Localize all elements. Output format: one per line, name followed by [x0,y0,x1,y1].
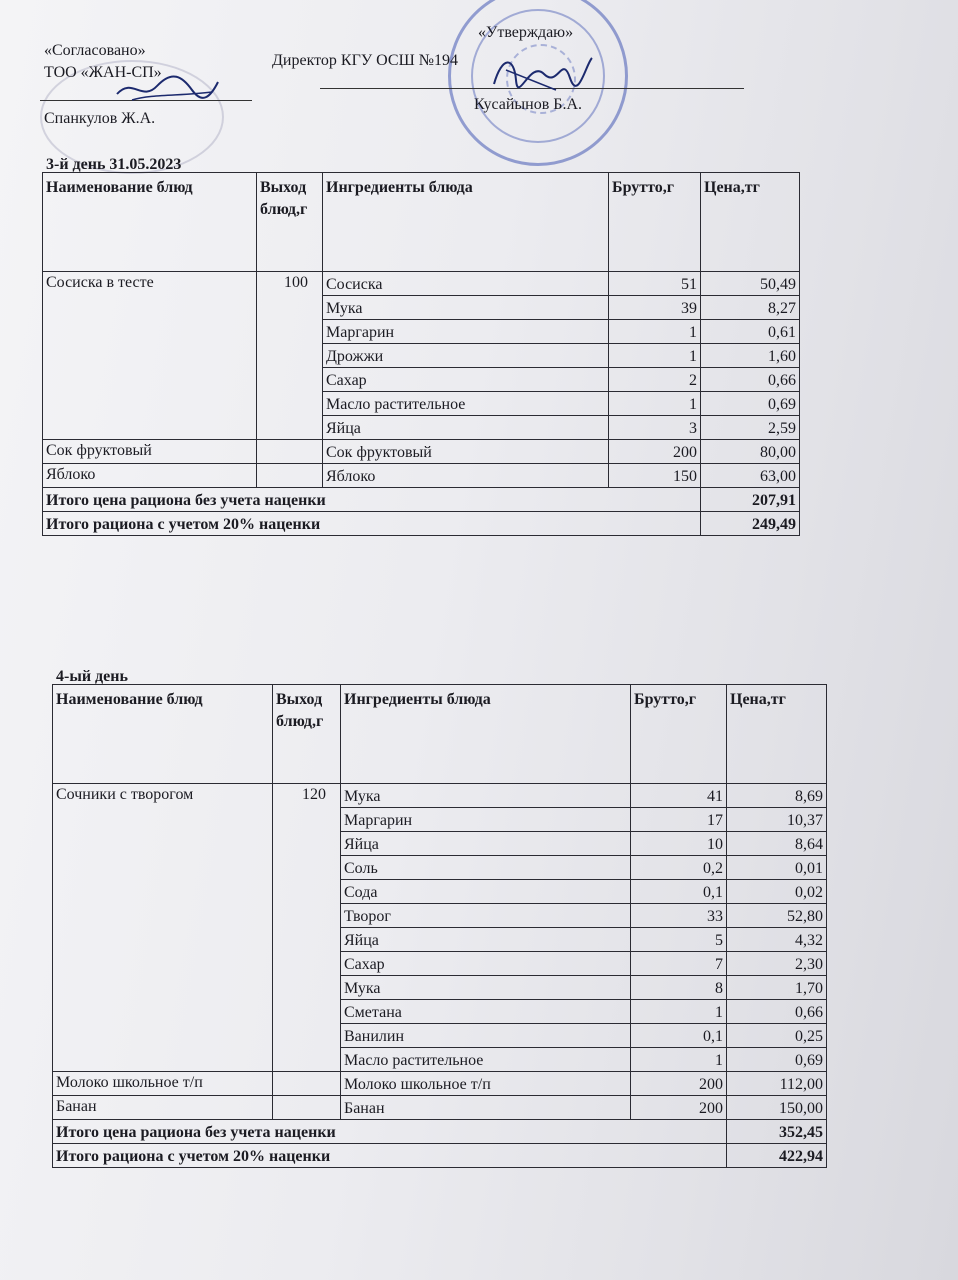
yield-cell [273,1072,341,1096]
yield-cell: 120 [273,784,341,1072]
dish-name-cell: Яблоко [43,464,257,488]
day4-menu-table [52,684,827,1168]
signature-right [486,50,596,96]
total-row-value: 207,91 [701,488,800,512]
markup-total-row [53,1144,827,1168]
col-yield-header: Выход блюд,г [273,685,341,784]
table-row [43,440,800,464]
gross-cell: 1 [631,1048,727,1072]
gross-cell: 0,2 [631,856,727,880]
price-cell: 0,61 [701,320,800,344]
table-row [53,1072,827,1096]
table-row [53,784,827,808]
director-title: Директор КГУ ОСШ №194 [272,52,458,69]
gross-cell: 0,1 [631,1024,727,1048]
gross-cell: 200 [631,1096,727,1120]
director-signer: Кусайынов Б.А. [474,96,583,113]
price-cell: 4,32 [727,928,827,952]
gross-cell: 1 [631,1000,727,1024]
ingredient-cell: Дрожжи [323,344,609,368]
price-cell: 0,02 [727,880,827,904]
gross-cell: 0,1 [631,880,727,904]
price-cell: 1,70 [727,976,827,1000]
col-price-header: Цена,тг [727,685,827,784]
gross-cell: 200 [631,1072,727,1096]
ingredient-cell: Мука [341,976,631,1000]
gross-cell: 39 [609,296,701,320]
price-cell: 8,69 [727,784,827,808]
table-row [43,464,800,488]
gross-cell: 1 [609,344,701,368]
price-cell: 0,25 [727,1024,827,1048]
col-price-header: Цена,тг [701,173,800,272]
price-cell: 50,49 [701,272,800,296]
price-cell: 0,01 [727,856,827,880]
price-cell: 80,00 [701,440,800,464]
markup-total-row-value: 249,49 [701,512,800,536]
price-cell: 8,27 [701,296,800,320]
gross-cell: 8 [631,976,727,1000]
col-dish-header: Наименование блюд [43,173,257,272]
price-cell: 0,66 [727,1000,827,1024]
gross-cell: 3 [609,416,701,440]
yield-cell [257,464,323,488]
dish-name-cell: Сочники с творогом [53,784,273,1072]
total-row-label: Итого цена рациона без учета наценки [53,1120,727,1144]
yield-cell: 100 [257,272,323,440]
ingredient-cell: Ванилин [341,1024,631,1048]
ingredient-cell: Сметана [341,1000,631,1024]
total-row-label: Итого цена рациона без учета наценки [43,488,701,512]
table-header-row [43,173,800,272]
ingredient-cell: Яблоко [323,464,609,488]
dish-name-cell: Сосиска в тесте [43,272,257,440]
ingredient-cell: Молоко школьное т/п [341,1072,631,1096]
col-gross-header: Брутто,г [631,685,727,784]
ingredient-cell: Мука [341,784,631,808]
day3-title: 3-й день 31.05.2023 [46,156,182,173]
total-row-value: 352,45 [727,1120,827,1144]
markup-total-row-label: Итого рациона с учетом 20% наценки [43,512,701,536]
gross-cell: 17 [631,808,727,832]
day4-title: 4-ый день [56,668,128,685]
ingredient-cell: Яйца [341,928,631,952]
ingredient-cell: Сок фруктовый [323,440,609,464]
gross-cell: 10 [631,832,727,856]
table-row [43,272,800,296]
dish-name-cell: Сок фруктовый [43,440,257,464]
dish-name-cell: Банан [53,1096,273,1120]
total-row [53,1120,827,1144]
ingredient-cell: Яйца [341,832,631,856]
agreed-signer: Спанкулов Ж.А. [44,110,156,127]
gross-cell: 1 [609,320,701,344]
price-cell: 0,66 [701,368,800,392]
ingredient-cell: Творог [341,904,631,928]
gross-cell: 150 [609,464,701,488]
ingredient-cell: Сосиска [323,272,609,296]
col-ingredients-header: Ингредиенты блюда [323,173,609,272]
markup-total-row-label: Итого рациона с учетом 20% наценки [53,1144,727,1168]
col-dish-header: Наименование блюд [53,685,273,784]
gross-cell: 2 [609,368,701,392]
price-cell: 0,69 [727,1048,827,1072]
ingredient-cell: Мука [323,296,609,320]
gross-cell: 7 [631,952,727,976]
price-cell: 0,69 [701,392,800,416]
company-name: ТОО «ЖАН-СП» [44,64,162,81]
gross-cell: 1 [609,392,701,416]
price-cell: 52,80 [727,904,827,928]
ingredient-cell: Маргарин [323,320,609,344]
agreed-label: «Согласовано» [44,42,146,59]
approve-label: «Утверждаю» [478,24,574,41]
price-cell: 2,59 [701,416,800,440]
markup-total-row [43,512,800,536]
gross-cell: 41 [631,784,727,808]
price-cell: 10,37 [727,808,827,832]
price-cell: 8,64 [727,832,827,856]
col-ingredients-header: Ингредиенты блюда [341,685,631,784]
dish-name-cell: Молоко школьное т/п [53,1072,273,1096]
col-gross-header: Брутто,г [609,173,701,272]
price-cell: 112,00 [727,1072,827,1096]
yield-cell [273,1096,341,1120]
gross-cell: 51 [609,272,701,296]
ingredient-cell: Сахар [341,952,631,976]
day3-menu-table [42,172,800,536]
gross-cell: 5 [631,928,727,952]
gross-cell: 33 [631,904,727,928]
total-row [43,488,800,512]
markup-total-row-value: 422,94 [727,1144,827,1168]
gross-cell: 200 [609,440,701,464]
table-header-row [53,685,827,784]
ingredient-cell: Масло растительное [341,1048,631,1072]
ingredient-cell: Маргарин [341,808,631,832]
ingredient-cell: Банан [341,1096,631,1120]
col-yield-header: Выход блюд,г [257,173,323,272]
price-cell: 2,30 [727,952,827,976]
ingredient-cell: Масло растительное [323,392,609,416]
ingredient-cell: Сода [341,880,631,904]
yield-cell [257,440,323,464]
ingredient-cell: Сахар [323,368,609,392]
signature-left [112,72,222,108]
price-cell: 1,60 [701,344,800,368]
ingredient-cell: Яйца [323,416,609,440]
ingredient-cell: Соль [341,856,631,880]
price-cell: 63,00 [701,464,800,488]
price-cell: 150,00 [727,1096,827,1120]
table-row [53,1096,827,1120]
